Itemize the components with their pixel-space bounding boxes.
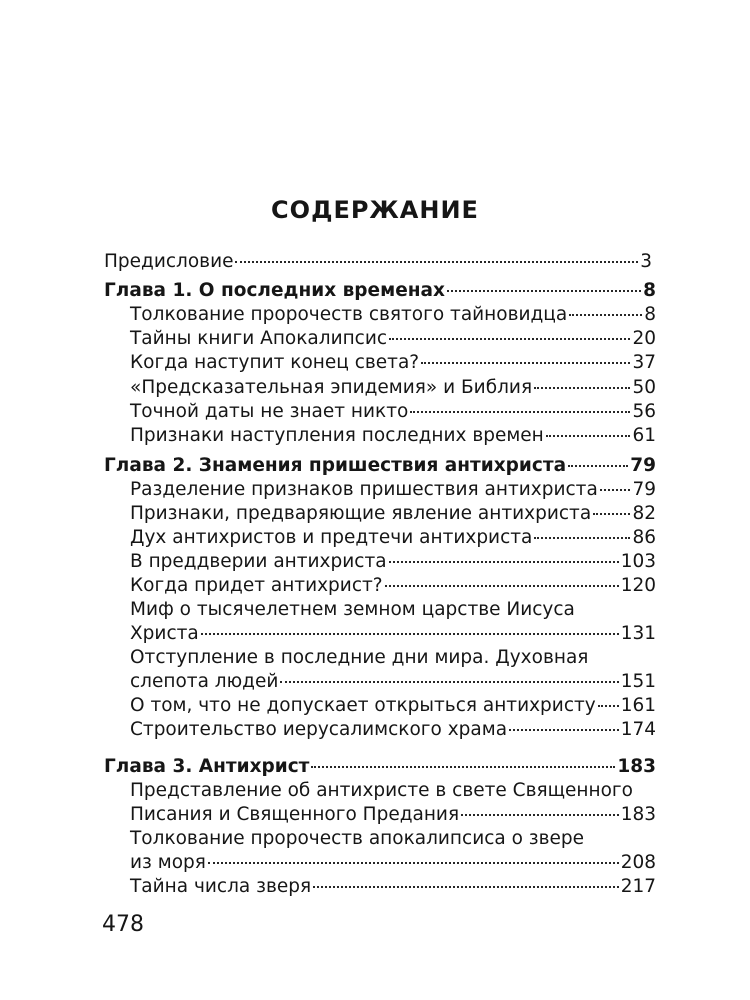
toc-entry-label-line1: Представление об антихристе в свете Священного xyxy=(130,780,633,801)
toc-entry-label-line1: Толкование пророчеств апокалипсиса о звере xyxy=(130,828,585,849)
toc-entry-label: Строительство иерусалимского храма xyxy=(130,719,508,740)
dot-leader xyxy=(568,465,628,467)
toc-entry-page: 183 xyxy=(617,756,656,777)
toc-entry-page: 120 xyxy=(620,575,656,596)
toc-chapter-entry xyxy=(104,755,656,779)
dot-leader xyxy=(593,513,630,515)
toc-entry xyxy=(130,875,656,899)
dot-leader xyxy=(447,290,641,292)
dot-leader xyxy=(534,537,630,539)
toc-entry-label: Писания и Священного Предания xyxy=(130,804,460,825)
toc-entry-label: Глава 3. Антихрист xyxy=(104,756,310,777)
toc-entry xyxy=(130,303,656,327)
toc-chapter-entry xyxy=(104,454,656,478)
dot-leader xyxy=(311,766,615,768)
toc-entry-label: Разделение признаков пришествия антихриста xyxy=(130,479,598,500)
toc-entry-label: Дух антихристов и предтечи антихриста xyxy=(130,527,533,548)
toc-entry-page: 50 xyxy=(632,377,656,398)
toc-entry-page: 161 xyxy=(620,695,656,716)
toc-entry-label-line1: Миф о тысячелетнем земном царстве Иисуса xyxy=(130,599,575,620)
toc-entry-page: 217 xyxy=(620,876,656,897)
dot-leader xyxy=(235,261,638,263)
toc-entry-page: 208 xyxy=(620,852,656,873)
toc-entry-label: О том, что не допускает открыться антихристу xyxy=(130,695,596,716)
dot-leader xyxy=(410,411,630,413)
dot-leader xyxy=(280,681,618,683)
toc-entry-label: Точной даты не знает никто xyxy=(130,401,409,422)
toc-entry xyxy=(130,502,656,526)
toc-entry-label: Признаки, предваряющие явление антихриста xyxy=(130,503,592,524)
dot-leader xyxy=(385,585,619,587)
toc-entry xyxy=(130,478,656,502)
toc-entry xyxy=(104,250,652,274)
toc-entry-label: Тайны книги Апокалипсис xyxy=(130,328,388,349)
toc-entry-label: Тайна числа зверя xyxy=(130,876,312,897)
dot-leader xyxy=(534,387,630,389)
toc-entry xyxy=(130,718,656,742)
toc-entry-label: Предисловие xyxy=(104,251,234,272)
dot-leader xyxy=(201,633,619,635)
toc-entry-label: В преддверии антихриста xyxy=(130,551,387,572)
toc-entry-label: Глава 2. Знамения пришествия антихриста xyxy=(104,455,567,476)
toc-entry xyxy=(130,851,656,875)
toc-entry xyxy=(130,622,656,646)
toc-entry-label: слепота людей xyxy=(130,671,279,692)
dot-leader xyxy=(600,489,631,491)
dot-leader xyxy=(389,338,630,340)
toc-entry-page: 37 xyxy=(632,352,656,373)
toc-entry-label: Признаки наступления последних времен xyxy=(130,425,544,446)
toc-entry-page: 183 xyxy=(620,804,656,825)
toc-entry-label: Глава 1. О последних временах xyxy=(104,280,445,301)
toc-entry xyxy=(130,400,656,424)
toc-entry xyxy=(130,376,656,400)
toc-entry xyxy=(130,574,656,598)
page-number: 478 xyxy=(102,912,144,937)
toc-entry-page: 82 xyxy=(632,503,656,524)
toc-entry-label: из моря xyxy=(130,852,206,873)
toc-entry-label: Когда наступит конец света? xyxy=(130,352,420,373)
dot-leader xyxy=(461,814,619,816)
toc-entry-label: «Предсказательная эпидемия» и Библия xyxy=(130,377,533,398)
dot-leader xyxy=(389,561,619,563)
toc-entry xyxy=(130,424,656,448)
toc-entry-page: 8 xyxy=(644,304,656,325)
toc-chapter-entry xyxy=(104,279,656,303)
toc-entry-page: 131 xyxy=(620,623,656,644)
page-title: СОДЕРЖАНИЕ xyxy=(271,196,479,224)
dot-leader xyxy=(598,705,619,707)
toc-entry-page: 56 xyxy=(632,401,656,422)
toc-entry-page: 3 xyxy=(640,251,652,272)
toc-entry xyxy=(130,351,656,375)
toc-entry-label: Христа xyxy=(130,623,199,644)
dot-leader xyxy=(421,362,630,364)
dot-leader xyxy=(569,314,642,316)
dot-leader xyxy=(546,435,631,437)
toc-entry-page: 20 xyxy=(632,328,656,349)
dot-leader xyxy=(313,886,619,888)
toc-entry-label: Когда придет антихрист? xyxy=(130,575,383,596)
toc-entry-page: 151 xyxy=(620,671,656,692)
toc-entry-page: 8 xyxy=(643,280,656,301)
toc-entry xyxy=(130,526,656,550)
toc-entry xyxy=(130,694,656,718)
toc-entry-label-line1: Отступление в последние дни мира. Духовная xyxy=(130,647,589,668)
toc-entry xyxy=(130,550,656,574)
toc-entry xyxy=(130,327,656,351)
dot-leader xyxy=(509,729,619,731)
toc-entry-page: 61 xyxy=(632,425,656,446)
toc-entry-page: 79 xyxy=(630,455,656,476)
toc-entry-page: 79 xyxy=(632,479,656,500)
toc-entry-page: 174 xyxy=(620,719,656,740)
toc-entry-label: Толкование пророчеств святого тайновидца xyxy=(130,304,568,325)
toc-entry xyxy=(130,803,656,827)
toc-entry-page: 103 xyxy=(620,551,656,572)
toc-entry xyxy=(130,670,656,694)
dot-leader xyxy=(208,862,619,864)
toc-entry-page: 86 xyxy=(632,527,656,548)
